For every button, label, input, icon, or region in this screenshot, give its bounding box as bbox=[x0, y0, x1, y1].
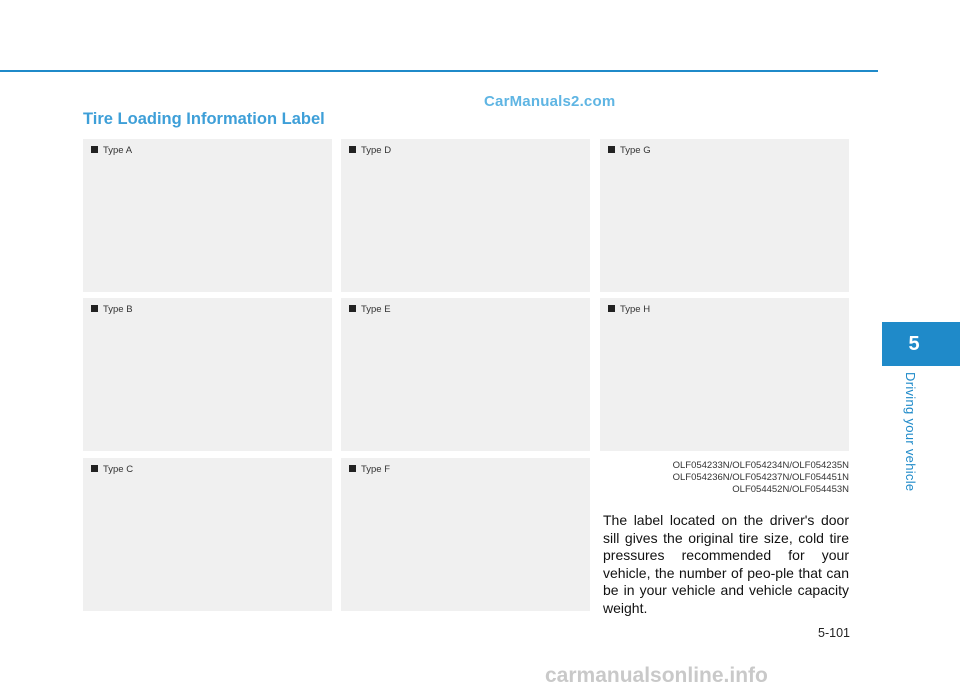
panel-label-text: Type C bbox=[103, 464, 134, 475]
image-code-line: OLF054236N/OLF054237N/OLF054451N bbox=[672, 472, 849, 483]
square-bullet-icon bbox=[608, 146, 615, 153]
image-code-line: OLF054233N/OLF054234N/OLF054235N bbox=[672, 460, 849, 471]
image-panel-type-a bbox=[83, 139, 332, 292]
panel-label bbox=[349, 304, 391, 315]
watermark-top: CarManuals2.com bbox=[484, 93, 616, 110]
image-code-list bbox=[600, 460, 849, 496]
chapter-tab bbox=[882, 322, 960, 366]
watermark-bottom: carmanualsonline.info bbox=[545, 664, 768, 687]
header-rule bbox=[0, 70, 878, 72]
square-bullet-icon bbox=[349, 146, 356, 153]
image-panel-type-d bbox=[341, 139, 590, 292]
square-bullet-icon bbox=[608, 305, 615, 312]
square-bullet-icon bbox=[91, 465, 98, 472]
panel-label-text: Type G bbox=[620, 145, 651, 156]
panel-label bbox=[349, 145, 391, 156]
chapter-name: Driving your vehicle bbox=[903, 372, 918, 492]
panel-label-text: Type D bbox=[361, 145, 392, 156]
square-bullet-icon bbox=[349, 305, 356, 312]
panel-label-text: Type E bbox=[361, 304, 391, 315]
panel-label-text: Type B bbox=[103, 304, 133, 315]
square-bullet-icon bbox=[349, 465, 356, 472]
image-code-line: OLF054452N/OLF054453N bbox=[732, 484, 849, 495]
panel-label-text: Type H bbox=[620, 304, 651, 315]
image-panel-type-e bbox=[341, 298, 590, 451]
panel-label bbox=[91, 464, 133, 475]
square-bullet-icon bbox=[91, 146, 98, 153]
panel-label bbox=[349, 464, 390, 475]
image-panel-type-c bbox=[83, 458, 332, 611]
chapter-number: 5 bbox=[908, 333, 920, 355]
panel-label bbox=[608, 145, 651, 156]
panel-label bbox=[91, 304, 133, 315]
image-panel-type-h bbox=[600, 298, 849, 451]
section-title: Tire Loading Information Label bbox=[83, 110, 325, 128]
panel-label-text: Type A bbox=[103, 145, 133, 156]
panel-label-text: Type F bbox=[361, 464, 391, 475]
panel-label bbox=[608, 304, 650, 315]
square-bullet-icon bbox=[91, 305, 98, 312]
page-number: 5-101 bbox=[818, 626, 850, 640]
panel-label bbox=[91, 145, 132, 156]
image-panel-type-b bbox=[83, 298, 332, 451]
image-panel-type-f bbox=[341, 458, 590, 611]
body-paragraph: The label located on the driver's door sill gives the original tire size, cold tire pressures recommended for your vehicle, the number of peo-ple that can be in your vehicle and vehicle capacity weight. bbox=[603, 512, 849, 616]
image-panel-type-g bbox=[600, 139, 849, 292]
